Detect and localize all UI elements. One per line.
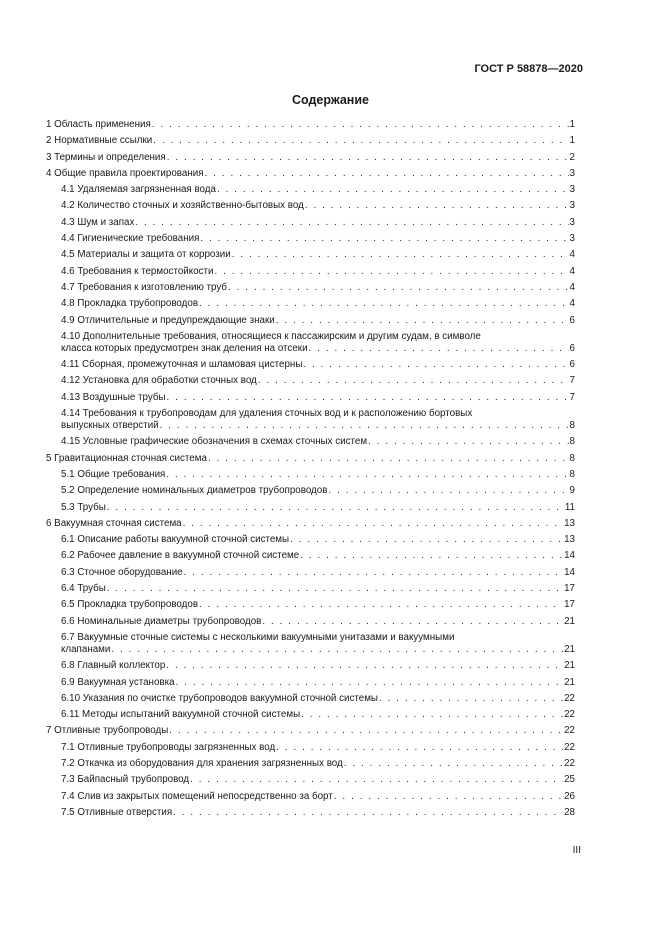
toc-entry[interactable] bbox=[46, 534, 575, 546]
toc-entry[interactable] bbox=[46, 184, 575, 196]
toc-entry[interactable] bbox=[46, 567, 575, 579]
dot-leader bbox=[301, 709, 563, 721]
toc-entry-title-line1: 4.10 Дополнительные требования, относящиеся к пассажирским и другим судам, в символе bbox=[61, 330, 481, 342]
toc-entry[interactable] bbox=[46, 168, 575, 180]
dot-leader bbox=[200, 233, 568, 245]
toc-entry[interactable] bbox=[46, 518, 575, 530]
toc-entry[interactable] bbox=[46, 331, 575, 355]
dot-leader bbox=[169, 725, 563, 737]
dot-leader bbox=[183, 518, 563, 530]
toc-entry-page: 2 bbox=[569, 151, 575, 163]
toc-entry[interactable] bbox=[46, 375, 575, 387]
toc-entry[interactable] bbox=[46, 315, 575, 327]
toc-entry-page: 26 bbox=[564, 790, 575, 802]
dot-leader bbox=[276, 742, 563, 754]
toc-entry-page: 7 bbox=[569, 375, 575, 387]
dot-leader bbox=[199, 298, 569, 310]
toc-entry[interactable] bbox=[46, 583, 575, 595]
toc-entry-title: 6.4 Трубы bbox=[61, 583, 106, 595]
dot-leader bbox=[344, 758, 563, 770]
toc-entry-title: 5 Гравитационная сточная система bbox=[46, 452, 207, 464]
toc-entry-page: 8 bbox=[569, 452, 575, 464]
toc-entry-page: 21 bbox=[564, 615, 575, 627]
dot-leader bbox=[199, 599, 563, 611]
toc-entry-title: 4.9 Отличительные и предупреждающие знаки bbox=[61, 314, 275, 326]
toc-entry[interactable] bbox=[46, 359, 575, 371]
toc-entry-title: 4.1 Удаляемая загрязненная вода bbox=[61, 184, 216, 196]
toc-entry[interactable] bbox=[46, 392, 575, 404]
toc-entry-page: 8 bbox=[569, 468, 575, 480]
toc-entry-page: 3 bbox=[569, 233, 575, 245]
toc-entry-title: 1 Область применения bbox=[46, 119, 151, 130]
toc-entry[interactable] bbox=[46, 135, 575, 147]
toc-entry[interactable] bbox=[46, 807, 575, 819]
toc-entry[interactable] bbox=[46, 725, 575, 737]
toc-entry-title: 7.3 Байпасный трубопровод bbox=[61, 774, 190, 786]
toc-entry-page: 3 bbox=[569, 216, 575, 228]
toc-entry-title: 4.7 Требования к изготовлению труб bbox=[61, 281, 228, 293]
toc-entry[interactable] bbox=[46, 758, 575, 770]
page-number: III bbox=[572, 845, 581, 856]
toc-entry-title: 4.15 Условные графические обозначения в схемах сточных систем bbox=[61, 436, 368, 448]
toc-entry-page: 6 bbox=[569, 314, 575, 326]
toc-entry-page: 22 bbox=[564, 741, 575, 753]
toc-entry[interactable] bbox=[46, 660, 575, 672]
toc-entry-title: 5.2 Определение номинальных диаметров трубопроводов bbox=[61, 485, 328, 497]
dot-leader bbox=[184, 567, 563, 579]
toc-entry-page: 25 bbox=[564, 774, 575, 786]
toc-entry-title: 5.1 Общие требования bbox=[61, 468, 166, 480]
toc-entry-title: 4.4 Гигиенические требования bbox=[61, 233, 200, 245]
toc-entry[interactable] bbox=[46, 217, 575, 229]
dot-leader bbox=[300, 550, 563, 562]
toc-entry[interactable] bbox=[46, 200, 575, 212]
toc-entry-title: клапанами bbox=[61, 643, 111, 655]
toc-entry-title: 3 Термины и определения bbox=[46, 151, 166, 163]
toc-entry[interactable] bbox=[46, 616, 575, 628]
toc-entry-title: 4.11 Сборная, промежуточная и шламовая цистерны bbox=[61, 359, 303, 371]
toc-entry-title: 7.2 Откачка из оборудования для хранения загрязненных вод bbox=[61, 757, 343, 769]
toc-entry-title: 6.2 Рабочее давление в вакуумной сточной системе bbox=[61, 550, 300, 562]
toc-entry-title: 5.3 Трубы bbox=[61, 501, 106, 513]
toc-entry[interactable] bbox=[46, 774, 575, 786]
toc-entry-title: 7.4 Слив из закрытых помещений непосредственно за борт bbox=[61, 790, 333, 802]
toc-entry-title: 4.6 Требования к термостойкости bbox=[61, 265, 214, 277]
dot-leader bbox=[262, 616, 563, 628]
dot-leader bbox=[379, 693, 563, 705]
toc-entry-page: 22 bbox=[564, 709, 575, 721]
toc-entry-title: класса которых предусмотрен знак деления на отсеки bbox=[61, 342, 308, 354]
dot-leader bbox=[166, 660, 563, 672]
toc-entry-page: 28 bbox=[564, 806, 575, 818]
dot-leader bbox=[309, 343, 569, 355]
toc-entry-title: 6.10 Указания по очистке трубопроводов вакуумной сточной системы bbox=[61, 692, 378, 704]
toc-entry-page: 14 bbox=[564, 566, 575, 578]
toc-entry-page: 3 bbox=[569, 167, 575, 179]
toc-entry[interactable] bbox=[46, 453, 575, 465]
dot-leader bbox=[232, 249, 569, 261]
toc-entry-title: 6.9 Вакуумная установка bbox=[61, 676, 175, 688]
toc-entry[interactable] bbox=[46, 693, 575, 705]
toc-entry-page: 8 bbox=[569, 420, 575, 432]
toc-entry[interactable] bbox=[46, 677, 575, 689]
toc-entry-page: 21 bbox=[564, 676, 575, 688]
dot-leader bbox=[166, 469, 568, 481]
dot-leader bbox=[214, 266, 568, 278]
dot-leader bbox=[328, 485, 568, 497]
dot-leader bbox=[228, 282, 569, 294]
toc-entry-title-line1: 4.14 Требования к трубопроводам для удаления сточных вод и к расположению бортовых bbox=[61, 408, 473, 420]
dot-leader bbox=[152, 119, 569, 131]
dot-leader bbox=[303, 359, 568, 371]
dot-leader bbox=[258, 375, 569, 387]
toc-entry-page: 4 bbox=[569, 265, 575, 277]
toc-entry-page: 8 bbox=[569, 436, 575, 448]
toc-entry-page: 14 bbox=[564, 550, 575, 562]
toc-entry-title: 4.13 Воздушные трубы bbox=[61, 391, 166, 403]
toc-entry[interactable] bbox=[46, 485, 575, 497]
toc-entry-page: 21 bbox=[564, 643, 575, 655]
dot-leader bbox=[160, 420, 569, 432]
dot-leader bbox=[217, 184, 569, 196]
toc-entry[interactable] bbox=[46, 742, 575, 754]
toc-entry-page: 6 bbox=[569, 359, 575, 371]
toc-entry[interactable] bbox=[46, 469, 575, 481]
toc-entry-page: 6 bbox=[569, 342, 575, 354]
toc-entry-page: 22 bbox=[564, 757, 575, 769]
dot-leader bbox=[176, 677, 564, 689]
dot-leader bbox=[167, 392, 569, 404]
dot-leader bbox=[107, 502, 564, 514]
toc-entry-page: 17 bbox=[564, 583, 575, 595]
toc-entry-page: 3 bbox=[569, 184, 575, 196]
toc-entry-title: выпускных отверстий bbox=[61, 420, 159, 432]
dot-leader bbox=[135, 217, 568, 229]
toc-entry[interactable] bbox=[46, 709, 575, 721]
dot-leader bbox=[205, 168, 569, 180]
toc-entry-title: 7.1 Отливные трубопроводы загрязненных вод bbox=[61, 741, 276, 753]
table-of-contents bbox=[46, 119, 575, 823]
toc-entry-title: 6.8 Главный коллектор bbox=[61, 660, 166, 672]
dot-leader bbox=[334, 791, 563, 803]
toc-entry-page: 9 bbox=[569, 485, 575, 497]
dot-leader bbox=[153, 135, 568, 147]
toc-entry-title: 4.2 Количество сточных и хозяйственно-бытовых вод bbox=[61, 200, 304, 212]
toc-entry[interactable] bbox=[46, 599, 575, 611]
toc-entry-title: 6.5 Прокладка трубопроводов bbox=[61, 599, 199, 611]
toc-entry[interactable] bbox=[46, 408, 575, 432]
toc-entry[interactable] bbox=[46, 791, 575, 803]
toc-entry-page: 1 bbox=[569, 135, 575, 147]
toc-entry-title-line1: 6.7 Вакуумные сточные системы с несколькими вакуумными унитазами и вакуумными bbox=[61, 631, 455, 643]
dot-leader bbox=[167, 152, 569, 164]
toc-entry[interactable] bbox=[46, 282, 575, 294]
toc-entry-page: 7 bbox=[569, 391, 575, 403]
dot-leader bbox=[111, 644, 563, 656]
toc-entry-title: 6.1 Описание работы вакуумной сточной системы bbox=[61, 534, 290, 546]
toc-entry-page: 3 bbox=[569, 200, 575, 212]
dot-leader bbox=[173, 807, 563, 819]
toc-entry-title: 4.5 Материалы и защита от коррозии bbox=[61, 249, 231, 261]
toc-entry-title: 7 Отливные трубопроводы bbox=[46, 725, 169, 737]
toc-entry-page: 4 bbox=[569, 281, 575, 293]
toc-entry[interactable] bbox=[46, 298, 575, 310]
toc-entry-title: 4 Общие правила проектирования bbox=[46, 167, 204, 179]
toc-entry[interactable] bbox=[46, 502, 575, 514]
toc-entry-title: 6 Вакуумная сточная система bbox=[46, 517, 182, 529]
toc-entry[interactable] bbox=[46, 436, 575, 448]
toc-entry-title: 6.6 Номинальные диаметры трубопроводов bbox=[61, 615, 262, 627]
toc-entry-title: 6.11 Методы испытаний вакуумной сточной системы bbox=[61, 709, 301, 721]
page-title: Содержание bbox=[291, 93, 369, 107]
toc-entry-title: 4.3 Шум и запах bbox=[61, 216, 135, 228]
toc-entry-title: 4.12 Установка для обработки сточных вод bbox=[61, 375, 257, 387]
toc-entry[interactable] bbox=[46, 266, 575, 278]
dot-leader bbox=[107, 583, 563, 595]
dot-leader bbox=[208, 453, 569, 465]
dot-leader bbox=[290, 534, 563, 546]
toc-entry[interactable] bbox=[46, 233, 575, 245]
toc-entry-title: 7.5 Отливные отверстия bbox=[61, 806, 173, 818]
toc-entry-title: 4.8 Прокладка трубопроводов bbox=[61, 298, 199, 310]
toc-entry[interactable] bbox=[46, 119, 575, 131]
toc-entry-page: 4 bbox=[569, 298, 575, 310]
toc-entry-page: 13 bbox=[564, 517, 575, 529]
toc-entry-page: 1 bbox=[569, 119, 575, 130]
toc-entry-title: 6.3 Сточное оборудование bbox=[61, 566, 183, 578]
toc-entry-page: 4 bbox=[569, 249, 575, 261]
toc-entry-title: 2 Нормативные ссылки bbox=[46, 135, 153, 147]
toc-entry-page: 13 bbox=[564, 534, 575, 546]
toc-entry[interactable] bbox=[46, 550, 575, 562]
document-id: ГОСТ Р 58878—2020 bbox=[474, 63, 583, 75]
toc-entry[interactable] bbox=[46, 249, 575, 261]
dot-leader bbox=[190, 774, 563, 786]
toc-entry-page: 22 bbox=[564, 725, 575, 737]
toc-entry[interactable] bbox=[46, 152, 575, 164]
toc-entry-page: 17 bbox=[564, 599, 575, 611]
dot-leader bbox=[368, 436, 568, 448]
dot-leader bbox=[276, 315, 569, 327]
toc-entry[interactable] bbox=[46, 632, 575, 656]
dot-leader bbox=[305, 200, 569, 212]
toc-entry-page: 22 bbox=[564, 692, 575, 704]
toc-entry-page: 11 bbox=[564, 501, 575, 513]
toc-entry-page: 21 bbox=[564, 660, 575, 672]
